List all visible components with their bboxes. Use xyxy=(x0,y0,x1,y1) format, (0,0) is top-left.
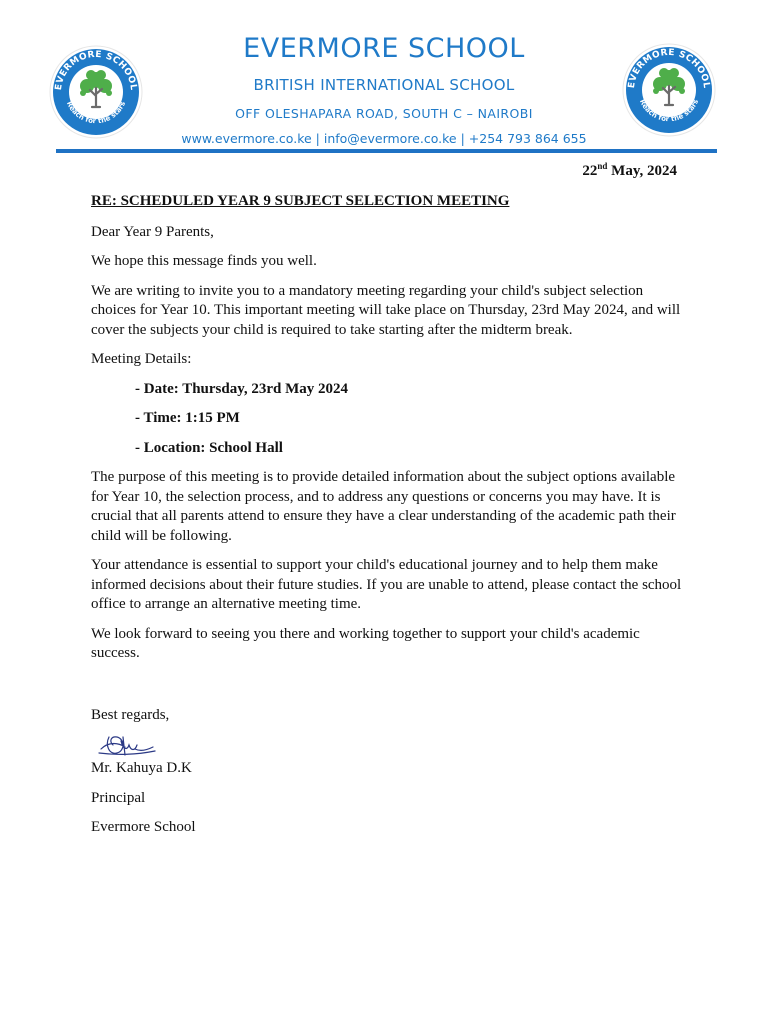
school-address: OFF OLESHAPARA ROAD, SOUTH C – NAIROBI xyxy=(235,106,533,121)
paragraph-greeting: We hope this message finds you well. xyxy=(91,253,317,269)
svg-text:Reach for the stars: Reach for the stars xyxy=(637,98,701,124)
date-day: 22 xyxy=(582,163,598,179)
detail-time: - Time: 1:15 PM xyxy=(135,410,240,426)
school-logo-right xyxy=(621,42,717,138)
school-contact: www.evermore.co.ke | info@evermore.co.ke | +254 793 864 655 xyxy=(181,131,587,146)
letter-body xyxy=(91,192,683,848)
date-suffix: nd xyxy=(597,161,608,171)
meeting-details-heading: Meeting Details: xyxy=(91,351,192,367)
closing-line: Best regards, xyxy=(91,706,170,723)
signer-title: Principal xyxy=(91,789,146,806)
svg-text:EVERMORE SCHOOL: EVERMORE SCHOOL xyxy=(626,47,712,89)
letter-subject: RE: SCHEDULED YEAR 9 SUBJECT SELECTION MEETING xyxy=(91,193,510,209)
paragraph-closing: We look forward to seeing you there and working together to support your child's academic success. xyxy=(91,625,640,661)
school-subtitle: BRITISH INTERNATIONAL SCHOOL xyxy=(253,76,515,94)
paragraph-attendance: Your attendance is essential to support your child's educational journey and to help them make informed decisions about their future studies. If you are unable to attend, please contact the school office to arrange an alternative meeting time. xyxy=(91,557,682,612)
detail-location: - Location: School Hall xyxy=(135,439,283,456)
header-divider xyxy=(56,149,717,153)
signer-name: Mr. Kahuya D.K xyxy=(91,760,192,776)
date-rest: May, 2024 xyxy=(607,163,677,179)
svg-text:EVERMORE SCHOOL: EVERMORE SCHOOL xyxy=(53,49,139,91)
paragraph-purpose: The purpose of this meeting is to provide detailed information about the subject options available for Year 10, the selection process, and to address any questions or concerns you may have. It is crucial that all parents attend to ensure they have a clear understanding of the academic path their child will be following. xyxy=(91,469,676,544)
letterhead xyxy=(0,0,768,160)
signature-image xyxy=(95,727,157,761)
paragraph-invitation: We are writing to invite you to a mandatory meeting regarding your child's subject selection choices for Year 10. This important meeting will take place on Thursday, 23rd May 2024, and will cover the subjects your child is required to take starting after the midterm break. xyxy=(91,282,681,338)
detail-date: - Date: Thursday, 23rd May 2024 xyxy=(135,380,349,397)
signer-school: Evermore School xyxy=(91,819,196,835)
svg-text:Reach for the stars: Reach for the stars xyxy=(64,100,128,126)
spacer xyxy=(91,674,683,706)
salutation: Dear Year 9 Parents, xyxy=(91,223,214,240)
letter-date xyxy=(582,163,677,180)
school-name: EVERMORE SCHOOL xyxy=(243,33,525,64)
